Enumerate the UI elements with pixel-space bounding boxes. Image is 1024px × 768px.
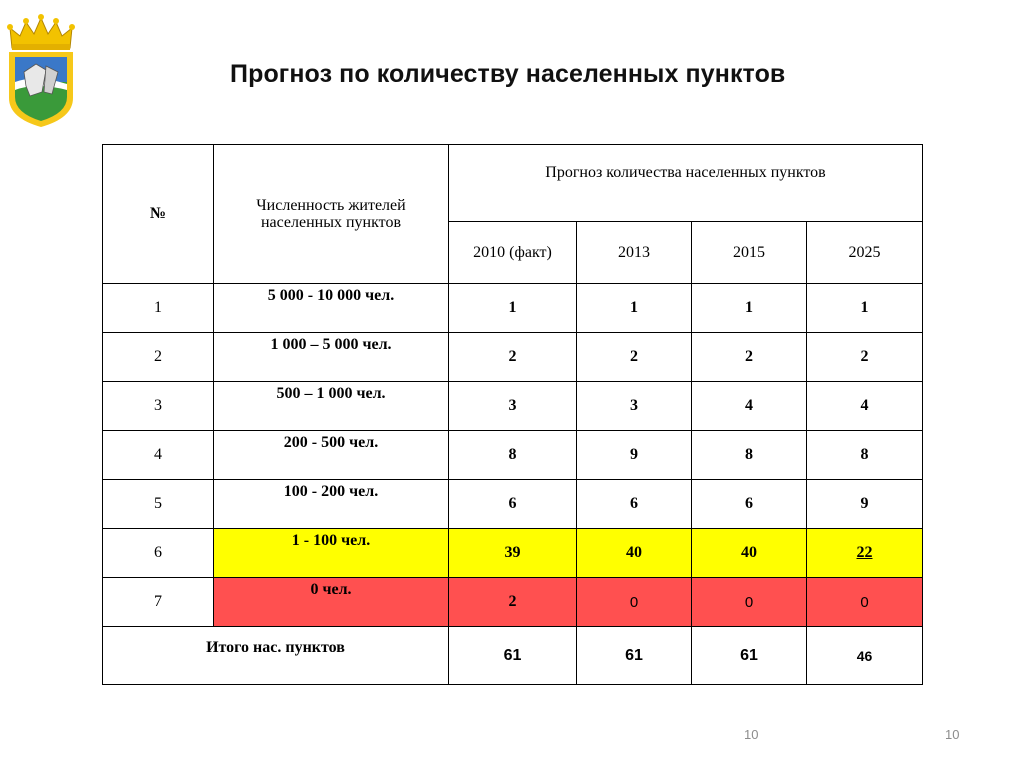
row-value: 6 [577,480,692,529]
row-value: 0 [807,578,923,627]
row-number: 7 [103,578,214,627]
row-value: 8 [449,431,577,480]
row-value: 3 [449,382,577,431]
row-value: 39 [449,529,577,578]
total-value: 46 [807,627,923,685]
row-number: 5 [103,480,214,529]
table-row-highlight-red [103,578,923,627]
row-value: 1 [449,284,577,333]
row-number: 2 [103,333,214,382]
total-value: 61 [449,627,577,685]
table-row [103,382,923,431]
forecast-table [102,144,923,685]
row-number: 4 [103,431,214,480]
row-category: 200 - 500 чел. [214,431,449,480]
row-category: 1 - 100 чел. [214,529,449,578]
row-value: 0 [692,578,807,627]
row-value: 9 [577,431,692,480]
header-forecast-group: Прогноз количества населенных пунктов [449,145,923,222]
row-category: 5 000 - 10 000 чел. [214,284,449,333]
row-value: 8 [692,431,807,480]
page-title: Прогноз по количеству населенных пунктов [230,60,786,88]
row-value: 40 [692,529,807,578]
row-value: 6 [449,480,577,529]
row-value: 2 [692,333,807,382]
table-row-highlight-yellow [103,529,923,578]
header-number: № [103,145,214,284]
table-row [103,431,923,480]
table-row [103,333,923,382]
header-year: 2025 [807,222,923,284]
row-value: 4 [692,382,807,431]
total-value: 61 [577,627,692,685]
table-total-row [103,627,923,685]
row-value: 1 [692,284,807,333]
page-number-footer: 10 [945,727,960,742]
total-label: Итого нас. пунктов [103,627,449,685]
row-value: 9 [807,480,923,529]
row-number: 6 [103,529,214,578]
row-number: 3 [103,382,214,431]
row-value: 1 [807,284,923,333]
header-year: 2010 (факт) [449,222,577,284]
header-year: 2013 [577,222,692,284]
row-value: 8 [807,431,923,480]
table-row [103,284,923,333]
row-value: 2 [449,333,577,382]
row-value: 2 [449,578,577,627]
row-category: 100 - 200 чел. [214,480,449,529]
row-value: 2 [577,333,692,382]
table-header-row [103,145,923,222]
row-number: 1 [103,284,214,333]
coat-of-arms-icon [6,14,76,130]
page-number: 10 [744,727,759,742]
row-value: 2 [807,333,923,382]
table-row [103,480,923,529]
header-year: 2015 [692,222,807,284]
row-value: 0 [577,578,692,627]
header-category: Численность жителей населенных пунктов [214,145,449,284]
row-value: 3 [577,382,692,431]
total-value: 61 [692,627,807,685]
row-category: 0 чел. [214,578,449,627]
row-category: 1 000 – 5 000 чел. [214,333,449,382]
row-value: 1 [577,284,692,333]
row-value: 6 [692,480,807,529]
row-value: 4 [807,382,923,431]
row-category: 500 – 1 000 чел. [214,382,449,431]
row-value: 40 [577,529,692,578]
row-value: 22 [807,529,923,578]
